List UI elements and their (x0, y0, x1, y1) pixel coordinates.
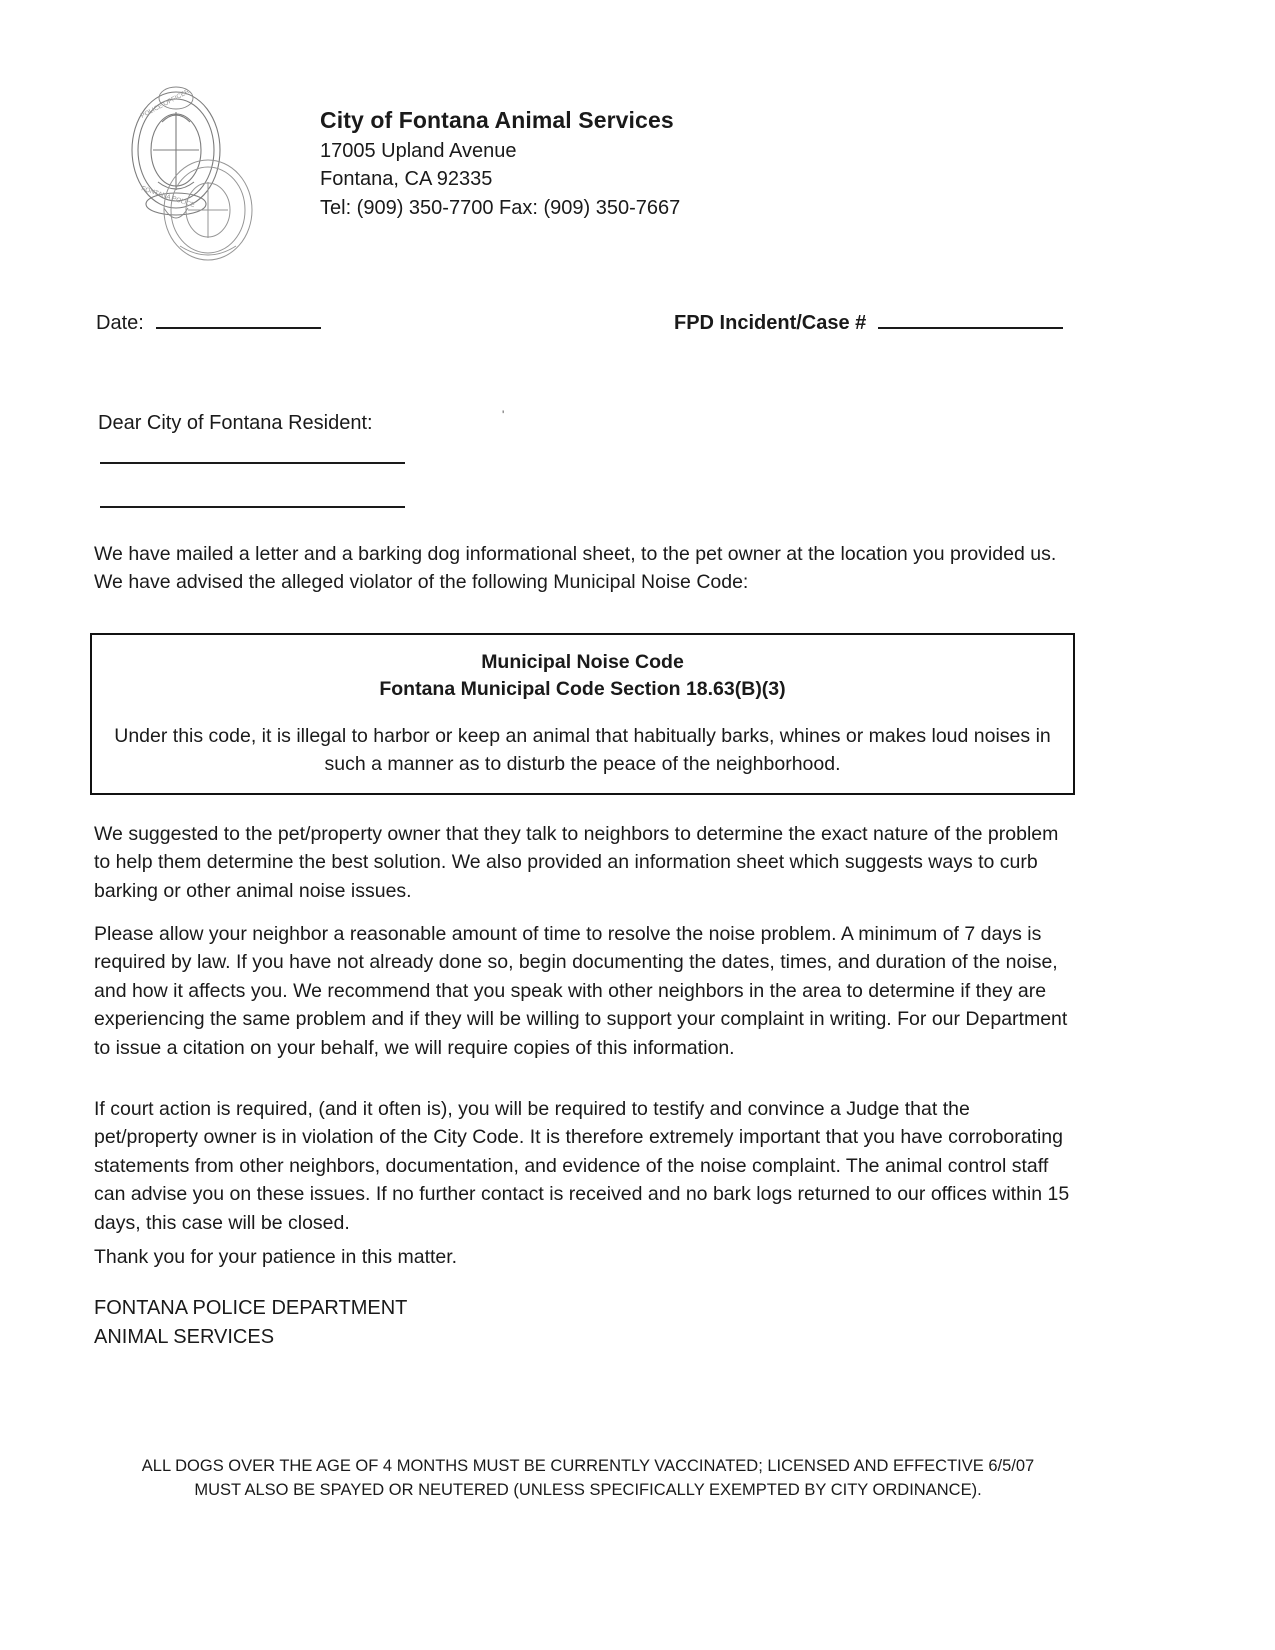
letterhead (0, 70, 1275, 290)
signature-block (94, 1294, 407, 1352)
agency-phone-fax: Tel: (909) 350-7700 Fax: (909) 350-7667 (320, 196, 681, 219)
case-field-group (674, 310, 1063, 335)
municipal-noise-code-box (90, 633, 1075, 795)
paragraph-suggested-actions: We suggested to the pet/property owner that they talk to neighbors to determine the exact nature of the problem to help them determine the best solution. We also provided an information sheet which suggests ways to curb barking or other animal noise issues. (94, 823, 1059, 902)
date-input[interactable] (156, 310, 321, 329)
code-box-title-line-1: Municipal Noise Code (481, 651, 684, 673)
agency-street-address: 17005 Upland Avenue (320, 139, 517, 162)
agency-name: City of Fontana Animal Services (320, 107, 674, 133)
police-badge-seal-icon (108, 78, 268, 278)
paragraph-intro: We have mailed a letter and a barking dog informational sheet, to the pet owner at the location you provided us. We have advised the alleged violator of the following Municipal Noise Code: (94, 543, 1057, 594)
paragraph-thank-you: Thank you for your patience in this matter. (94, 1246, 458, 1268)
case-number-input[interactable] (878, 310, 1063, 329)
svg-text:FONTANA POLICE: FONTANA POLICE (140, 185, 196, 210)
salutation-greeting: Dear City of Fontana Resident: (98, 412, 373, 434)
case-number-label: FPD Incident/Case # (674, 312, 867, 334)
paragraph-allow-time: Please allow your neighbor a reasonable amount of time to resolve the noise problem. A minimum of 7 days is required by law. If you have not already done so, begin documenting the dates, times, and duration of the noise, and how it affects you. We recommend that you speak with other neighbors in the area to determine if they are experiencing the same problem and if they will be willing to support your complaint in writing. For our Department to issue a citation on your behalf, we will require copies of this information. (94, 923, 1068, 1059)
code-box-text: Under this code, it is illegal to harbor or keep an animal that habitually barks, whines or makes loud noises in such a manner as to disturb the peace of the neighborhood. (114, 724, 1051, 775)
signature-department: FONTANA POLICE DEPARTMENT (94, 1297, 408, 1319)
paragraph-court-action: If court action is required, (and it often is), you will be required to testify and convince a Judge that the pet/property owner is in violation of the City Code. It is therefore extremely important that you have corroborating statements from other neighbors, documentation, and evidence of the noise complaint. The animal control staff can advise you on these issues. If no further contact is received and no bark logs returned to our offices within 15 days, this case will be closed. (94, 1098, 1070, 1234)
svg-text:POLICE OFFICER: POLICE OFFICER (139, 88, 191, 120)
date-label: Date: (96, 312, 144, 334)
agency-address-block (320, 106, 1020, 222)
footer-disclaimer (88, 1455, 1088, 1503)
date-and-case-row (96, 310, 1096, 344)
signature-division: ANIMAL SERVICES (94, 1326, 275, 1348)
recipient-address-line-1[interactable] (100, 462, 405, 464)
date-field-group (96, 310, 321, 335)
code-box-title-line-2: Fontana Municipal Code Section 18.63(B)(3) (379, 677, 786, 700)
recipient-address-line-2[interactable] (100, 506, 405, 508)
agency-city-state-zip: Fontana, CA 92335 (320, 168, 493, 191)
stray-scan-mark: ' (502, 408, 505, 422)
footer-line-2: MUST ALSO BE SPAYED OR NEUTERED (UNLESS SPECIFICALLY EXEMPTED BY CITY ORDINANCE). (194, 1480, 982, 1499)
footer-line-1: ALL DOGS OVER THE AGE OF 4 MONTHS MUST BE CURRENTLY VACCINATED; LICENSED AND EFFECTIVE 6/5/07 (141, 1457, 1035, 1475)
code-box-heading (92, 649, 1073, 703)
